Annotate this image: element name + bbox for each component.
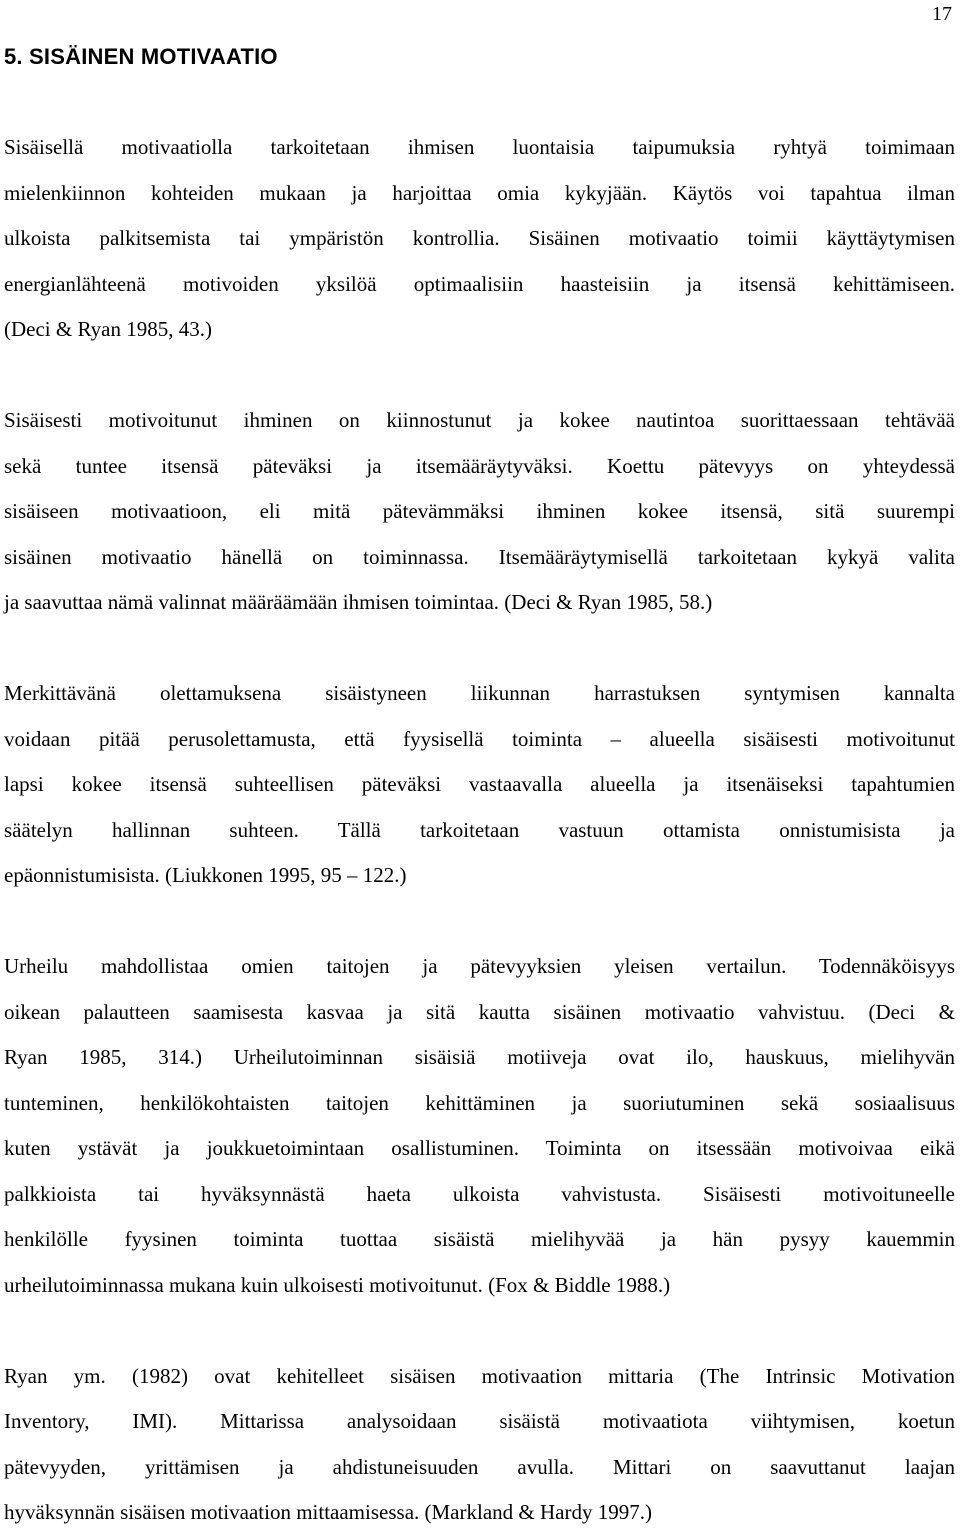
text-line: Sisäisellä motivaatiolla tarkoitetaan ihmisen luontaisia taipumuksia ryhtyä toimimaan (4, 135, 955, 159)
text-line: sekä tuntee itsensä päteväksi ja itsemääräytyväksi. Koettu pätevyys on yhteydessä (4, 453, 955, 478)
text-line: Ryan 1985, 314.) Urheilutoiminnan sisäisiä motiiveja ovat ilo, hauskuus, mielihyvän (4, 1045, 955, 1069)
text-line: pätevyyden, yrittämisen ja ahdistuneisuuden avulla. Mittari on saavuttanut laajan (4, 1454, 955, 1479)
chapter-heading: 5. SISÄINEN MOTIVAATIO (4, 44, 278, 69)
text-line: henkilölle fyysinen toiminta tuottaa sisäistä mielihyvää ja hän pysyy kauemmin (4, 1227, 955, 1251)
text-line: urheilutoiminnassa mukana kuin ulkoisesti motivoitunut. (Fox & Biddle 1988.) (4, 1272, 671, 1297)
text-line: Ryan ym. (1982) ovat kehitelleet sisäisen motivaation mittaria (The Intrinsic Motivation (4, 1363, 955, 1388)
text-line: Merkittävänä olettamuksena sisäistyneen liikunnan harrastuksen syntymisen kannalta (4, 681, 955, 705)
text-line: epäonnistumisista. (Liukkonen 1995, 95 – 122.) (4, 863, 407, 887)
paragraph (4, 1354, 955, 1536)
paragraph (4, 125, 955, 353)
text-line: ja saavuttaa nämä valinnat määräämään ihmisen toimintaa. (Deci & Ryan 1985, 58.) (4, 590, 713, 614)
body-text (4, 125, 955, 1536)
text-line: (Deci & Ryan 1985, 43.) (4, 317, 212, 341)
text-line: hyväksynnän sisäisen motivaation mittaamisessa. (Markland & Hardy 1997.) (4, 1500, 652, 1524)
text-line: oikean palautteen saamisesta kasvaa ja sitä kautta sisäinen motivaatio vahvistuu. (Deci & (4, 999, 955, 1024)
text-line: Urheilu mahdollistaa omien taitojen ja pätevyyksien yleisen vertailun. Todennäköisyys (4, 954, 955, 978)
text-line: voidaan pitää perusolettamusta, että fyysisellä toiminta – alueella sisäisesti motivoitunut (4, 726, 955, 751)
paragraph (4, 398, 955, 626)
text-line: tunteminen, henkilökohtaisten taitojen kehittäminen ja suoriutuminen sekä sosiaalisuus (4, 1090, 955, 1115)
text-line: kuten ystävät ja joukkuetoimintaan osallistuminen. Toiminta on itsessään motivoivaa eikä (4, 1136, 955, 1160)
text-line: Inventory, IMI). Mittarissa analysoidaan sisäistä motivaatiota viihtymisen, koetun (4, 1409, 955, 1433)
paragraph (4, 671, 955, 899)
text-line: lapsi kokee itsensä suhteellisen päteväksi vastaavalla alueella ja itsenäiseksi tapahtumien (4, 772, 955, 796)
page-number: 17 (932, 3, 952, 25)
text-line: ulkoista palkitsemista tai ympäristön kontrollia. Sisäinen motivaatio toimii käyttäytymisen (4, 226, 955, 250)
text-line: säätelyn hallinnan suhteen. Tällä tarkoitetaan vastuun ottamista onnistumisista ja (4, 817, 955, 842)
text-line: Sisäisesti motivoitunut ihminen on kiinnostunut ja kokee nautintoa suorittaessaan tehtävää (4, 408, 955, 432)
text-line: palkkioista tai hyväksynnästä haeta ulkoista vahvistusta. Sisäisesti motivoituneelle (4, 1181, 955, 1206)
text-line: sisäinen motivaatio hänellä on toiminnassa. Itsemääräytymisellä tarkoitetaan kykyä valita (4, 544, 955, 569)
text-line: mielenkiinnon kohteiden mukaan ja harjoittaa omia kykyjään. Käytös voi tapahtua ilman (4, 180, 955, 205)
text-line: sisäiseen motivaatioon, eli mitä pätevämmäksi ihminen kokee itsensä, sitä suurempi (4, 499, 955, 523)
paragraph (4, 944, 955, 1308)
text-line: energianlähteenä motivoiden yksilöä optimaalisiin haasteisiin ja itsensä kehittämiseen. (4, 271, 955, 296)
